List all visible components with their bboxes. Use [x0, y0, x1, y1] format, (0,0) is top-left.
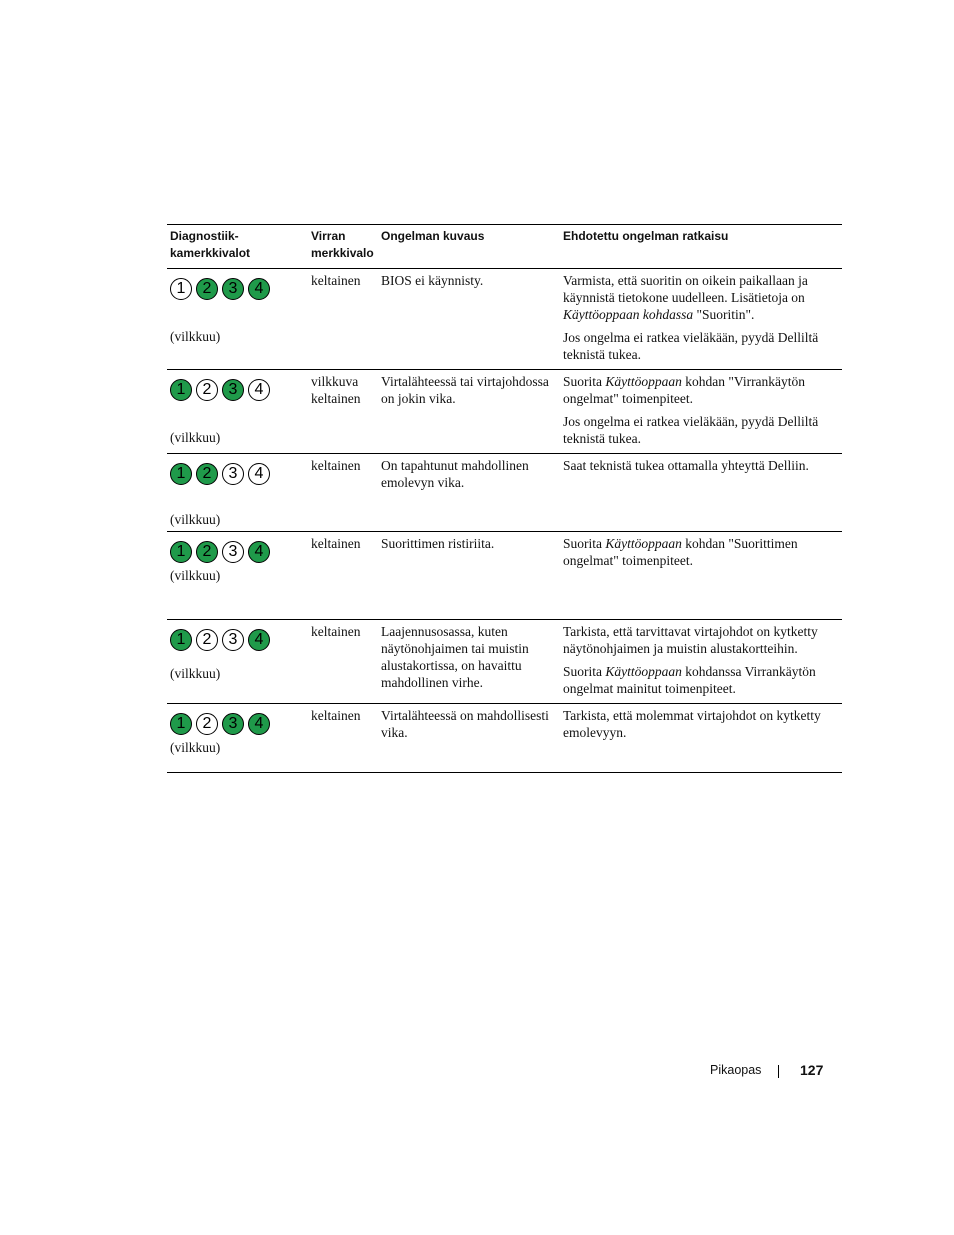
- diagnostic-light-4-off: 4: [248, 379, 270, 401]
- diagnostic-lights-group: [170, 623, 305, 651]
- diagnostic-light-4-on: 4: [248, 541, 270, 563]
- header-power-light: Virran merkkivalo: [308, 225, 378, 269]
- problem-description: BIOS ei käynnisty.: [378, 269, 560, 370]
- table-row: [167, 269, 842, 370]
- solution-text: Varmista, että suoritin on oikein paikallaan ja käynnistä tietokone uudelleen. Lisätietoja on: [563, 273, 808, 305]
- solution-text: Suorita: [563, 664, 606, 679]
- problem-description: Suorittimen ristiriita.: [378, 532, 560, 620]
- solution-text: Saat teknistä tukea ottamalla yhteyttä Delliin.: [563, 458, 809, 473]
- blinking-label: (vilkkuu): [170, 740, 221, 755]
- diagnostic-light-3-off: 3: [222, 463, 244, 485]
- manual-reference: Käyttöoppaan: [605, 374, 682, 389]
- solution-text: Jos ongelma ei ratkea vieläkään, pyydä Delliltä teknistä tukea.: [563, 330, 819, 362]
- suggested-solution: [560, 620, 842, 704]
- diagnostic-lights-cell: [167, 370, 308, 454]
- diagnostic-lights-cell: [167, 454, 308, 532]
- solution-text: Tarkista, että tarvittavat virtajohdot on kytketty näytönohjaimen ja muistin alustakortteihin.: [563, 624, 818, 656]
- diagnostic-light-4-on: 4: [248, 713, 270, 735]
- diagnostic-lights-table: [167, 224, 842, 773]
- solution-text-continued: kohdanssa Virrankäytön ongelmat mainitut toimenpiteet.: [563, 664, 816, 696]
- solution-text: Tarkista, että molemmat virtajohdot on kytketty emolevyyn.: [563, 708, 821, 740]
- header-diagnostic-lights: Diagnostiik- kamerkkivalot: [167, 225, 308, 269]
- diagnostic-light-2-on: 2: [196, 463, 218, 485]
- diagnostic-light-4-off: 4: [248, 463, 270, 485]
- power-light-state: keltainen: [308, 620, 378, 704]
- table-row: [167, 620, 842, 704]
- problem-description: On tapahtunut mahdollinen emolevyn vika.: [378, 454, 560, 532]
- diagnostic-lights-group: [170, 707, 305, 735]
- diagnostic-light-4-on: 4: [248, 278, 270, 300]
- footer-divider: [778, 1065, 779, 1078]
- solution-text: Suorita: [563, 536, 606, 551]
- blinking-label: (vilkkuu): [170, 430, 221, 445]
- diagnostic-light-4-on: 4: [248, 629, 270, 651]
- diagnostic-light-3-on: 3: [222, 379, 244, 401]
- blinking-label: (vilkkuu): [170, 666, 221, 681]
- page-footer: [700, 1062, 822, 1080]
- diagnostic-lights-cell: [167, 704, 308, 773]
- blinking-label: (vilkkuu): [170, 512, 221, 527]
- manual-reference: Käyttöoppaan kohdassa: [563, 307, 694, 322]
- diagnostic-light-3-on: 3: [222, 278, 244, 300]
- power-light-state: keltainen: [308, 269, 378, 370]
- solution-text-continued: kohdan "Suorittimen ongelmat" toimenpiteet.: [563, 536, 798, 568]
- solution-paragraph: [563, 413, 839, 447]
- solution-paragraph: [563, 457, 839, 474]
- diagnostic-light-1-on: 1: [170, 463, 192, 485]
- page-number: 127: [800, 1062, 824, 1078]
- manual-reference: Käyttöoppaan: [605, 664, 682, 679]
- diagnostic-lights-cell: [167, 269, 308, 370]
- solution-paragraph: [563, 272, 839, 323]
- problem-description: Laajennusosassa, kuten näytönohjaimen tai muistin alustakortissa, on havaittu mahdollinen virhe.: [378, 620, 560, 704]
- diagnostic-light-1-on: 1: [170, 541, 192, 563]
- diagnostic-light-2-off: 2: [196, 629, 218, 651]
- manual-reference: Käyttöoppaan: [605, 536, 682, 551]
- diagnostic-light-2-off: 2: [196, 713, 218, 735]
- solution-text-continued: "Suoritin".: [693, 307, 755, 322]
- diagnostic-light-2-off: 2: [196, 379, 218, 401]
- diagnostic-lights-group: [170, 272, 305, 300]
- solution-text: Jos ongelma ei ratkea vieläkään, pyydä Delliltä teknistä tukea.: [563, 414, 819, 446]
- table-header-row: [167, 225, 842, 269]
- power-light-state: vilkkuva keltainen: [308, 370, 378, 454]
- solution-text-continued: kohdan "Virrankäytön ongelmat" toimenpiteet.: [563, 374, 806, 406]
- diagnostic-lights-group: [170, 373, 305, 401]
- suggested-solution: [560, 532, 842, 620]
- diagnostic-light-3-off: 3: [222, 541, 244, 563]
- diagnostic-light-3-on: 3: [222, 713, 244, 735]
- diagnostic-lights-group: [170, 457, 305, 485]
- diagnostic-light-1-off: 1: [170, 278, 192, 300]
- diagnostic-light-1-on: 1: [170, 713, 192, 735]
- suggested-solution: [560, 269, 842, 370]
- diagnostic-light-1-on: 1: [170, 629, 192, 651]
- solution-paragraph: [563, 329, 839, 363]
- solution-paragraph: [563, 663, 839, 697]
- power-light-state: keltainen: [308, 454, 378, 532]
- header-problem-description: Ongelman kuvaus: [378, 225, 560, 269]
- suggested-solution: [560, 370, 842, 454]
- blinking-label: (vilkkuu): [170, 568, 221, 583]
- suggested-solution: [560, 704, 842, 773]
- table-row: [167, 454, 842, 532]
- solution-paragraph: [563, 373, 839, 407]
- table-row: [167, 704, 842, 773]
- header-suggested-solution: Ehdotettu ongelman ratkaisu: [560, 225, 842, 269]
- diagnostic-light-1-on: 1: [170, 379, 192, 401]
- diagnostic-lights-cell: [167, 532, 308, 620]
- diagnostic-light-2-on: 2: [196, 278, 218, 300]
- solution-paragraph: [563, 535, 839, 569]
- diagnostic-lights-group: [170, 535, 305, 563]
- diagnostic-lights-cell: [167, 620, 308, 704]
- blinking-label: (vilkkuu): [170, 329, 221, 344]
- diagnostic-light-3-off: 3: [222, 629, 244, 651]
- table-row: [167, 370, 842, 454]
- solution-paragraph: [563, 707, 839, 741]
- suggested-solution: [560, 454, 842, 532]
- solution-text: Suorita: [563, 374, 606, 389]
- problem-description: Virtalähteessä tai virtajohdossa on jokin vika.: [378, 370, 560, 454]
- table-row: [167, 532, 842, 620]
- power-light-state: keltainen: [308, 532, 378, 620]
- problem-description: Virtalähteessä on mahdollisesti vika.: [378, 704, 560, 773]
- solution-paragraph: [563, 623, 839, 657]
- power-light-state: keltainen: [308, 704, 378, 773]
- diagnostic-light-2-on: 2: [196, 541, 218, 563]
- footer-section-title: Pikaopas: [710, 1063, 762, 1077]
